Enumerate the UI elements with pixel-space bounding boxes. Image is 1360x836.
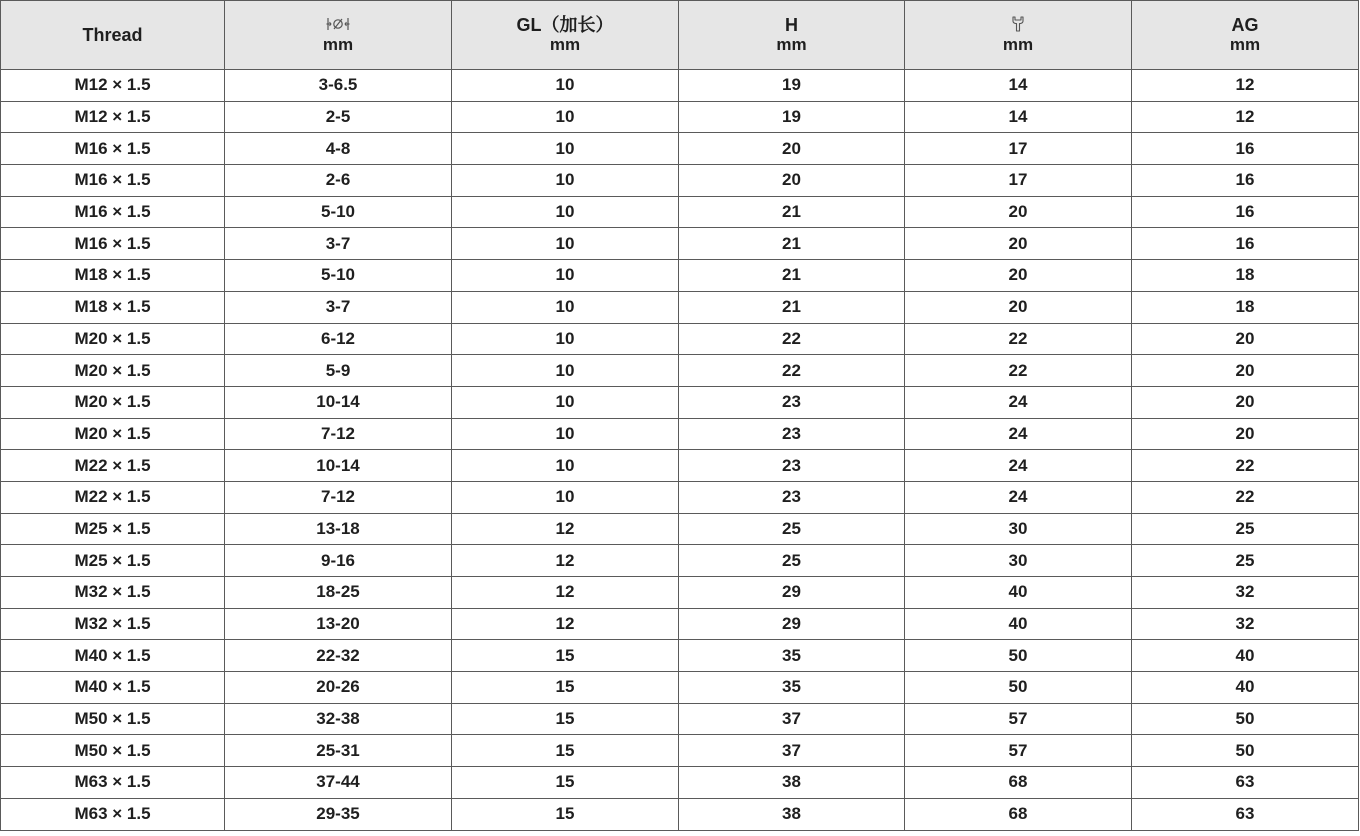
cell-h: 38	[679, 767, 905, 799]
cell-ag: 32	[1132, 608, 1359, 640]
header-clamping-range	[225, 1, 452, 70]
cell-wrench-size: 40	[905, 577, 1132, 609]
cell-gl: 10	[452, 418, 679, 450]
cell-ag: 32	[1132, 577, 1359, 609]
cell-gl: 10	[452, 165, 679, 197]
cell-ag: 40	[1132, 672, 1359, 704]
header-h-title: H	[785, 15, 798, 35]
cell-gl: 12	[452, 608, 679, 640]
cell-gl: 15	[452, 640, 679, 672]
cell-clamping-range: 2-6	[225, 165, 452, 197]
cell-clamping-range: 3-7	[225, 228, 452, 260]
table-row	[1, 513, 1359, 545]
cell-gl: 10	[452, 133, 679, 165]
cell-wrench-size: 50	[905, 672, 1132, 704]
table-row	[1, 133, 1359, 165]
header-gl-unit: mm	[549, 35, 581, 54]
cell-clamping-range: 5-9	[225, 355, 452, 387]
cell-h: 21	[679, 196, 905, 228]
cell-clamping-range: 37-44	[225, 767, 452, 799]
cell-h: 23	[679, 450, 905, 482]
table-row	[1, 355, 1359, 387]
cell-gl: 15	[452, 672, 679, 704]
cell-gl: 10	[452, 481, 679, 513]
cell-wrench-size: 20	[905, 291, 1132, 323]
cell-thread: M20 × 1.5	[1, 386, 225, 418]
cell-gl: 15	[452, 703, 679, 735]
cell-clamping-range: 10-14	[225, 450, 452, 482]
cell-wrench-size: 68	[905, 767, 1132, 799]
cell-thread: M63 × 1.5	[1, 798, 225, 830]
cell-h: 23	[679, 418, 905, 450]
cell-wrench-size: 22	[905, 323, 1132, 355]
table-row	[1, 386, 1359, 418]
cell-clamping-range: 32-38	[225, 703, 452, 735]
table-row	[1, 101, 1359, 133]
cell-ag: 20	[1132, 418, 1359, 450]
cell-ag: 22	[1132, 481, 1359, 513]
cell-thread: M20 × 1.5	[1, 418, 225, 450]
cell-wrench-size: 57	[905, 703, 1132, 735]
table-row	[1, 70, 1359, 102]
cell-wrench-size: 17	[905, 165, 1132, 197]
cell-ag: 16	[1132, 133, 1359, 165]
cell-wrench-size: 24	[905, 450, 1132, 482]
table-row	[1, 196, 1359, 228]
cell-thread: M20 × 1.5	[1, 355, 225, 387]
cell-h: 35	[679, 640, 905, 672]
cell-ag: 16	[1132, 165, 1359, 197]
cell-ag: 18	[1132, 291, 1359, 323]
cell-wrench-size: 14	[905, 70, 1132, 102]
cell-ag: 50	[1132, 735, 1359, 767]
cell-ag: 25	[1132, 545, 1359, 577]
header-row	[1, 1, 1359, 70]
table-row	[1, 640, 1359, 672]
cell-ag: 12	[1132, 70, 1359, 102]
cell-h: 21	[679, 228, 905, 260]
table-row	[1, 703, 1359, 735]
cell-gl: 12	[452, 545, 679, 577]
cell-thread: M16 × 1.5	[1, 228, 225, 260]
cell-wrench-size: 40	[905, 608, 1132, 640]
cell-clamping-range: 4-8	[225, 133, 452, 165]
table-row	[1, 418, 1359, 450]
cell-thread: M16 × 1.5	[1, 133, 225, 165]
cell-wrench-size: 14	[905, 101, 1132, 133]
header-h	[679, 1, 905, 70]
cell-h: 23	[679, 481, 905, 513]
cell-ag: 20	[1132, 386, 1359, 418]
cell-clamping-range: 25-31	[225, 735, 452, 767]
cell-h: 20	[679, 133, 905, 165]
cell-h: 37	[679, 703, 905, 735]
cell-clamping-range: 9-16	[225, 545, 452, 577]
cell-wrench-size: 30	[905, 545, 1132, 577]
cell-thread: M40 × 1.5	[1, 640, 225, 672]
cell-gl: 12	[452, 577, 679, 609]
clamping-range-diameter-icon	[225, 15, 451, 35]
cell-clamping-range: 18-25	[225, 577, 452, 609]
table-row	[1, 165, 1359, 197]
cell-thread: M16 × 1.5	[1, 165, 225, 197]
table-row	[1, 450, 1359, 482]
cell-clamping-range: 6-12	[225, 323, 452, 355]
cell-wrench-size: 24	[905, 386, 1132, 418]
cell-wrench-size: 24	[905, 418, 1132, 450]
cell-wrench-size: 57	[905, 735, 1132, 767]
cell-thread: M32 × 1.5	[1, 608, 225, 640]
cell-gl: 15	[452, 735, 679, 767]
cell-h: 23	[679, 386, 905, 418]
cell-h: 22	[679, 323, 905, 355]
cell-thread: M18 × 1.5	[1, 260, 225, 292]
cell-clamping-range: 3-6.5	[225, 70, 452, 102]
cell-gl: 10	[452, 386, 679, 418]
cell-h: 22	[679, 355, 905, 387]
cell-gl: 12	[452, 513, 679, 545]
table-row	[1, 672, 1359, 704]
cell-ag: 18	[1132, 260, 1359, 292]
cell-thread: M12 × 1.5	[1, 70, 225, 102]
cell-gl: 10	[452, 291, 679, 323]
header-h-unit: mm	[776, 35, 807, 54]
table-row	[1, 545, 1359, 577]
table-row	[1, 323, 1359, 355]
cell-clamping-range: 7-12	[225, 481, 452, 513]
cell-gl: 10	[452, 101, 679, 133]
header-ag-unit: mm	[1229, 35, 1261, 54]
cell-ag: 12	[1132, 101, 1359, 133]
cell-clamping-range: 5-10	[225, 196, 452, 228]
cell-wrench-size: 22	[905, 355, 1132, 387]
cell-ag: 16	[1132, 228, 1359, 260]
header-clamping-range-unit: mm	[322, 35, 354, 54]
cell-h: 21	[679, 291, 905, 323]
cell-gl: 10	[452, 70, 679, 102]
cell-gl: 10	[452, 228, 679, 260]
cell-ag: 40	[1132, 640, 1359, 672]
table-row	[1, 481, 1359, 513]
cell-h: 25	[679, 545, 905, 577]
table-row	[1, 577, 1359, 609]
header-thread	[1, 1, 225, 70]
table-row	[1, 228, 1359, 260]
header-gl	[452, 1, 679, 70]
cell-h: 25	[679, 513, 905, 545]
cell-wrench-size: 20	[905, 260, 1132, 292]
cell-thread: M50 × 1.5	[1, 735, 225, 767]
cell-h: 35	[679, 672, 905, 704]
cell-clamping-range: 29-35	[225, 798, 452, 830]
cell-thread: M18 × 1.5	[1, 291, 225, 323]
cell-ag: 25	[1132, 513, 1359, 545]
cell-thread: M32 × 1.5	[1, 577, 225, 609]
cell-wrench-size: 17	[905, 133, 1132, 165]
cell-thread: M63 × 1.5	[1, 767, 225, 799]
cell-ag: 22	[1132, 450, 1359, 482]
cell-ag: 63	[1132, 798, 1359, 830]
cell-clamping-range: 7-12	[225, 418, 452, 450]
cell-thread: M40 × 1.5	[1, 672, 225, 704]
cell-h: 19	[679, 70, 905, 102]
cell-ag: 50	[1132, 703, 1359, 735]
table-header	[1, 1, 1359, 70]
cell-h: 29	[679, 608, 905, 640]
cell-gl: 10	[452, 196, 679, 228]
cell-clamping-range: 22-32	[225, 640, 452, 672]
wrench-icon	[905, 15, 1131, 35]
cell-wrench-size: 30	[905, 513, 1132, 545]
cell-gl: 10	[452, 450, 679, 482]
table-body	[1, 70, 1359, 831]
table-row	[1, 291, 1359, 323]
cell-h: 37	[679, 735, 905, 767]
cell-wrench-size: 20	[905, 228, 1132, 260]
cell-wrench-size: 68	[905, 798, 1132, 830]
cell-ag: 16	[1132, 196, 1359, 228]
cell-clamping-range: 13-20	[225, 608, 452, 640]
cell-h: 29	[679, 577, 905, 609]
cell-gl: 10	[452, 355, 679, 387]
cell-wrench-size: 50	[905, 640, 1132, 672]
cell-h: 20	[679, 165, 905, 197]
cell-wrench-size: 24	[905, 481, 1132, 513]
cell-gl: 15	[452, 798, 679, 830]
cell-h: 21	[679, 260, 905, 292]
table-row	[1, 260, 1359, 292]
cell-wrench-size: 20	[905, 196, 1132, 228]
cell-ag: 20	[1132, 355, 1359, 387]
cell-thread: M22 × 1.5	[1, 450, 225, 482]
cell-clamping-range: 13-18	[225, 513, 452, 545]
header-ag-title: AG	[1231, 15, 1259, 35]
cell-thread: M20 × 1.5	[1, 323, 225, 355]
cell-ag: 63	[1132, 767, 1359, 799]
cell-thread: M16 × 1.5	[1, 196, 225, 228]
header-thread-title: Thread	[82, 25, 143, 45]
cell-ag: 20	[1132, 323, 1359, 355]
cell-thread: M22 × 1.5	[1, 481, 225, 513]
header-gl-title: GL（加长）	[516, 15, 614, 35]
cell-clamping-range: 5-10	[225, 260, 452, 292]
cell-clamping-range: 3-7	[225, 291, 452, 323]
cell-thread: M50 × 1.5	[1, 703, 225, 735]
cell-clamping-range: 10-14	[225, 386, 452, 418]
cell-clamping-range: 20-26	[225, 672, 452, 704]
header-wrench-size	[905, 1, 1132, 70]
cell-thread: M25 × 1.5	[1, 513, 225, 545]
table-row	[1, 798, 1359, 830]
table-row	[1, 767, 1359, 799]
cell-thread: M25 × 1.5	[1, 545, 225, 577]
cell-h: 38	[679, 798, 905, 830]
table-row	[1, 608, 1359, 640]
cell-gl: 10	[452, 323, 679, 355]
cell-h: 19	[679, 101, 905, 133]
cell-gl: 10	[452, 260, 679, 292]
cell-gl: 15	[452, 767, 679, 799]
header-wrench-size-unit: mm	[1002, 35, 1034, 54]
cell-clamping-range: 2-5	[225, 101, 452, 133]
cell-thread: M12 × 1.5	[1, 101, 225, 133]
table-row	[1, 735, 1359, 767]
header-ag	[1132, 1, 1359, 70]
